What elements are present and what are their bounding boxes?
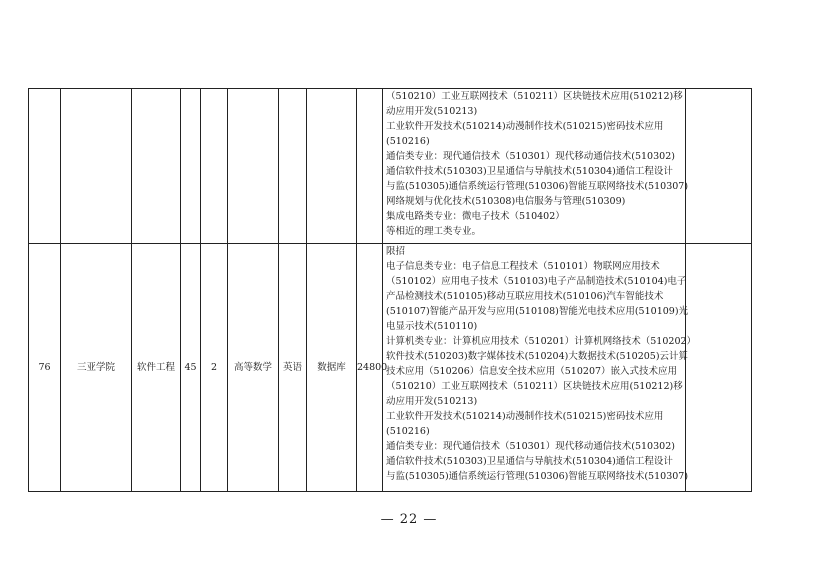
- requirement-line: 与监(510305)通信系统运行管理(510306)智能互联网络技术(510307): [386, 471, 689, 482]
- requirement-line: （510102）应用电子技术（510103)电子产品制造技术(510104)电子: [386, 276, 687, 287]
- cell-subject1: 高等数学: [228, 244, 279, 492]
- requirement-line: （510210）工业互联网技术（510211）区块链技术应用(510212)移: [386, 91, 683, 102]
- cell-subject3: [307, 89, 357, 244]
- requirement-line: 电显示技术(510110): [386, 321, 478, 332]
- cell-major: [132, 89, 181, 244]
- cell-subject3: 数据库: [307, 244, 357, 492]
- requirement-line: (510216): [386, 136, 430, 147]
- requirement-line: 电子信息类专业：电子信息工程技术（510101）物联网应用技术: [386, 261, 660, 272]
- cell-subject2: [279, 89, 307, 244]
- requirement-line: 通信类专业：现代通信技术（510301）现代移动通信技术(510302): [386, 151, 675, 162]
- cell-school: [61, 89, 132, 244]
- cell-count: 2: [201, 244, 228, 492]
- cell-requirements: [383, 244, 697, 492]
- cell-major: 软件工程: [132, 244, 181, 492]
- requirement-line: 软件技术(510203)数字媒体技术(510204)大数据技术(510205)云计算: [386, 351, 689, 362]
- requirement-line: 工业软件开发技术(510214)动漫制作技术(510215)密码技术应用: [386, 411, 664, 422]
- admission-table: [28, 88, 752, 492]
- cell-remark: [686, 89, 752, 244]
- cell-fee: 24800: [357, 244, 383, 492]
- requirement-line: 通信软件技术(510303)卫星通信与导航技术(510304)通信工程设计: [386, 456, 673, 467]
- requirement-line: 与监(510305)通信系统运行管理(510306)智能互联网络技术(510307): [386, 181, 689, 192]
- cell-fee: [357, 89, 383, 244]
- requirement-line: 动应用开发(510213): [386, 396, 478, 407]
- requirement-line: 技术应用（510206）信息安全技术应用（510207）嵌入式技术应用: [386, 366, 678, 377]
- cell-school: 三亚学院: [61, 244, 132, 492]
- requirement-line: 通信软件技术(510303)卫星通信与导航技术(510304)通信工程设计: [386, 166, 673, 177]
- requirement-line: 计算机类专业：计算机应用技术（510201）计算机网络技术（510202）: [386, 336, 697, 347]
- requirement-line: 工业软件开发技术(510214)动漫制作技术(510215)密码技术应用: [386, 121, 664, 132]
- cell-subject2: 英语: [279, 244, 307, 492]
- requirement-line: 等相近的理工类专业。: [386, 226, 482, 237]
- cell-count: [201, 89, 228, 244]
- table-row: [29, 244, 752, 492]
- requirement-line: 网络规划与优化技术(510308)电信服务与管理(510309): [386, 196, 626, 207]
- cell-plan: 45: [181, 244, 201, 492]
- cell-remark: [686, 244, 752, 492]
- cell-requirements: [383, 89, 689, 244]
- cell-no: [29, 89, 61, 244]
- cell-no: 76: [29, 244, 61, 492]
- cell-subject1: [228, 89, 279, 244]
- requirement-line: 限招: [386, 246, 406, 257]
- table-row: [29, 89, 752, 244]
- requirement-line: 通信类专业：现代通信技术（510301）现代移动通信技术(510302): [386, 441, 675, 452]
- requirement-line: (510107)智能产品开发与应用(510108)智能光电技术应用(510109)光: [386, 306, 689, 317]
- cell-plan: [181, 89, 201, 244]
- requirement-line: 集成电路类专业：微电子技术（510402）: [386, 211, 565, 222]
- requirement-line: (510216): [386, 426, 430, 437]
- requirement-line: 动应用开发(510213): [386, 106, 478, 117]
- page-number: — 22 —: [380, 512, 438, 527]
- requirement-line: （510210）工业互联网技术（510211）区块链技术应用(510212)移: [386, 381, 683, 392]
- requirement-line: 产品检测技术(510105)移动互联应用技术(510106)汽车智能技术: [386, 291, 664, 302]
